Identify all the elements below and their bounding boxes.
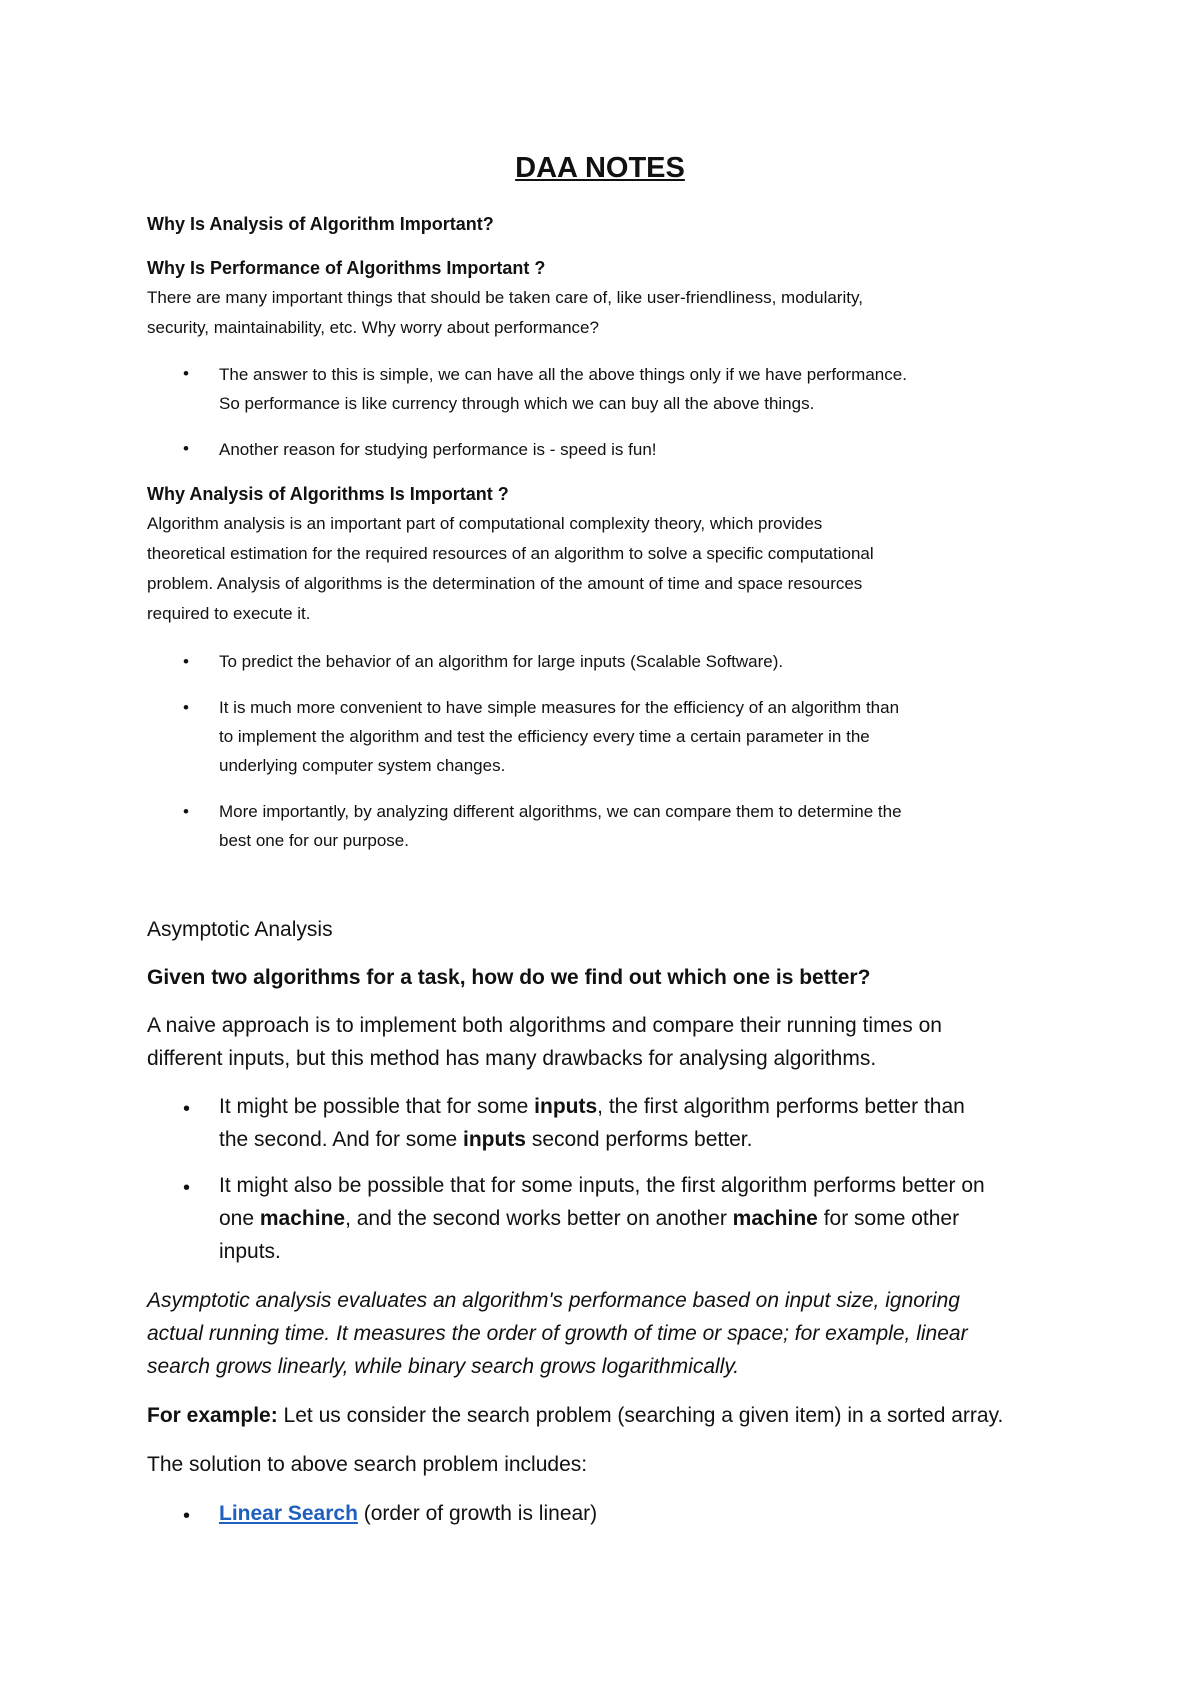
list-text: for some other (817, 1207, 960, 1230)
document-title: DAA NOTES (515, 152, 685, 184)
list-text: , and the second works better on another (345, 1207, 733, 1230)
emphasis-machine: machine (259, 1207, 346, 1230)
paragraph-line: theoretical estimation for the required resources of an algorithm to solve a specific computational (147, 544, 874, 563)
list-item-continuation: So performance is like currency through which we can buy all the above things. (219, 394, 815, 413)
emphasis-machine: machine (732, 1207, 818, 1230)
example-label: For example: (147, 1404, 278, 1427)
list-item: More importantly, by analyzing different algorithms, we can compare them to determine the (219, 802, 902, 821)
list-item-continuation (219, 1124, 752, 1156)
list-item (219, 1091, 965, 1123)
list-item: Another reason for studying performance is - speed is fun! (219, 440, 657, 459)
subheading-analysis-important: Why Analysis of Algorithms Is Important ? (147, 484, 509, 504)
list-item-continuation: underlying computer system changes. (219, 756, 506, 775)
list-text: the second. And for some (219, 1128, 463, 1151)
emphasis-inputs: inputs (534, 1095, 598, 1118)
italic-paragraph-line: Asymptotic analysis evaluates an algorithm's performance based on input size, ignoring (147, 1289, 960, 1312)
list-item (219, 1498, 597, 1530)
list-item-continuation: best one for our purpose. (219, 831, 409, 850)
paragraph-line: security, maintainability, etc. Why worry about performance? (147, 318, 599, 337)
solution-paragraph: The solution to above search problem includes: (147, 1453, 588, 1476)
section-heading-analysis: Why Is Analysis of Algorithm Important? (147, 214, 494, 234)
list-text: It might be possible that for some (219, 1095, 535, 1118)
list-text: one (219, 1207, 260, 1230)
italic-paragraph-line: actual running time. It measures the order of growth of time or space; for example, linear (147, 1322, 968, 1345)
section-heading-asymptotic: Asymptotic Analysis (147, 918, 333, 941)
list-item-continuation (219, 1203, 959, 1235)
list-text: , the first algorithm performs better than (597, 1095, 965, 1118)
list-text: second performs better. (525, 1128, 753, 1151)
bullet-icon: • (183, 698, 189, 717)
bullet-icon: • (183, 1505, 191, 1527)
paragraph-line: A naive approach is to implement both algorithms and compare their running times on (147, 1014, 942, 1037)
paragraph-line: different inputs, but this method has many drawbacks for analysing algorithms. (147, 1047, 877, 1070)
bullet-icon: • (183, 1177, 191, 1199)
bullet-icon: • (183, 439, 189, 458)
example-paragraph (147, 1400, 1003, 1432)
list-item-continuation: to implement the algorithm and test the efficiency every time a certain parameter in the (219, 727, 870, 746)
list-item: It is much more convenient to have simple measures for the efficiency of an algorithm than (219, 698, 900, 717)
bullet-icon: • (183, 364, 189, 383)
section-question: Given two algorithms for a task, how do we find out which one is better? (147, 966, 871, 989)
paragraph-line: problem. Analysis of algorithms is the determination of the amount of time and space resources (147, 574, 863, 593)
list-item: The answer to this is simple, we can have all the above things only if we have performance. (219, 365, 907, 384)
list-item: It might also be possible that for some inputs, the first algorithm performs better on (219, 1174, 985, 1197)
example-text: Let us consider the search problem (searching a given item) in a sorted array. (277, 1404, 1004, 1427)
italic-paragraph-line: search grows linearly, while binary search grows logarithmically. (147, 1355, 740, 1378)
bullet-icon: • (183, 652, 189, 671)
paragraph-line: Algorithm analysis is an important part of computational complexity theory, which provides (147, 514, 823, 533)
bullet-icon: • (183, 802, 189, 821)
list-item-continuation: inputs. (219, 1240, 281, 1263)
emphasis-inputs: inputs (462, 1128, 526, 1151)
linear-search-link[interactable]: Linear Search (219, 1502, 358, 1525)
list-item: To predict the behavior of an algorithm for large inputs (Scalable Software). (219, 652, 784, 671)
paragraph-line: required to execute it. (147, 604, 311, 623)
list-text: (order of growth is linear) (357, 1502, 598, 1525)
bullet-icon: • (183, 1098, 191, 1120)
paragraph-line: There are many important things that should be taken care of, like user-friendliness, modularity, (147, 288, 863, 307)
subheading-performance: Why Is Performance of Algorithms Important ? (147, 258, 546, 278)
